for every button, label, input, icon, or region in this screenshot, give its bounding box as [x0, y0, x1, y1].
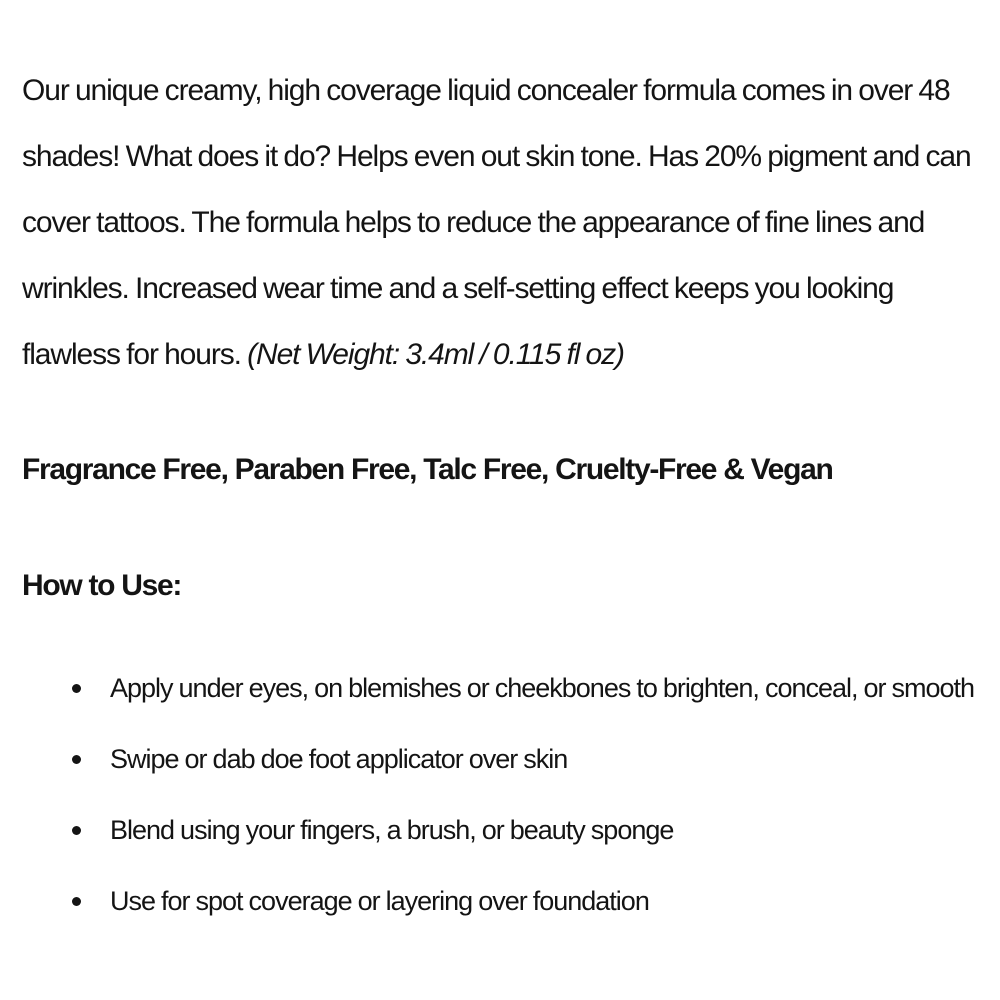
list-item — [22, 881, 974, 952]
product-description — [22, 58, 982, 388]
description-line-last — [22, 322, 982, 388]
net-weight: (Net Weight: 3.4ml / 0.115 fl oz) — [247, 338, 624, 371]
product-description-page — [22, 0, 982, 1000]
step-text: Swipe or dab doe foot applicator over skin — [110, 744, 568, 774]
list-item — [22, 739, 974, 810]
description-line: wrinkles. Increased wear time and a self-setting effect keeps you looking — [22, 272, 894, 305]
description-line: cover tattoos. The formula helps to reduce the appearance of fine lines and — [22, 206, 925, 239]
list-item — [22, 810, 974, 881]
bullet-icon — [72, 826, 81, 835]
list-item — [22, 668, 974, 739]
bullet-icon — [72, 755, 81, 764]
how-to-use-list — [22, 668, 974, 952]
description-line: Our unique creamy, high coverage liquid concealer formula comes in over 48 — [22, 74, 950, 107]
bullet-icon — [72, 684, 81, 693]
how-to-use-heading: How to Use: — [22, 569, 182, 602]
description-line: flawless for hours. — [22, 338, 241, 371]
step-text: Use for spot coverage or layering over foundation — [110, 886, 649, 916]
step-text: Apply under eyes, on blemishes or cheekbones to brighten, conceal, or smooth — [110, 673, 975, 703]
step-text: Blend using your fingers, a brush, or beauty sponge — [110, 815, 674, 845]
description-line: shades! What does it do? Helps even out skin tone. Has 20% pigment and can — [22, 140, 971, 173]
bullet-icon — [72, 897, 81, 906]
product-claims: Fragrance Free, Paraben Free, Talc Free, Cruelty-Free & Vegan — [22, 453, 833, 486]
